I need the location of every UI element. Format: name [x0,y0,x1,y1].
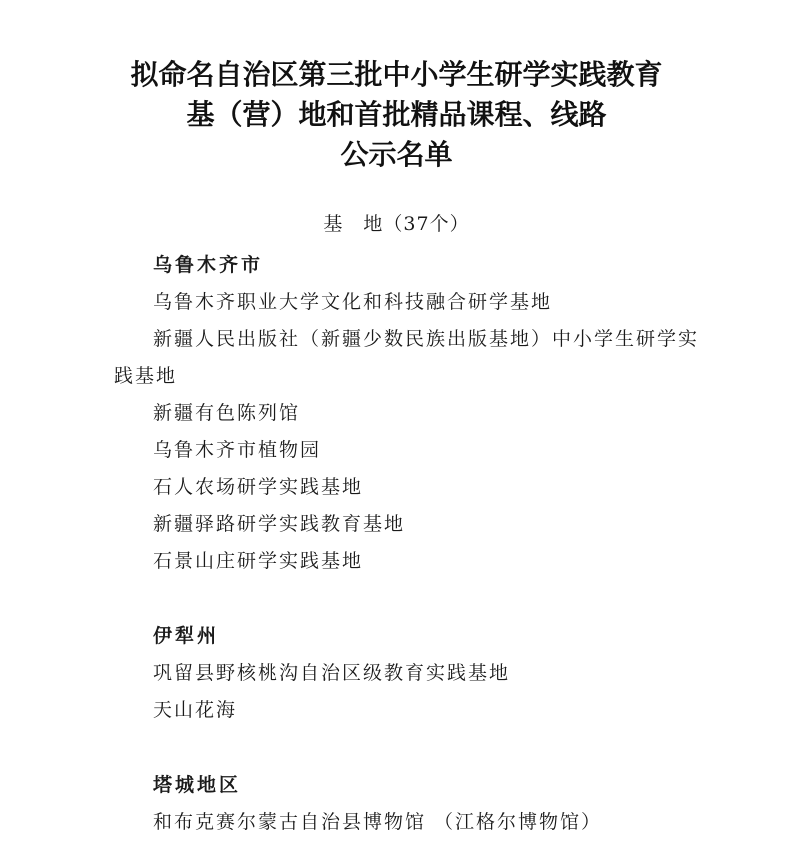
list-item: 乌鲁木齐市植物园 [153,439,322,461]
section-heading-bases [0,210,793,238]
document-title-line-3: 公示名单 [340,138,453,171]
section-heading-count: （37个） [383,213,470,235]
list-item: 石景山庄研学实践基地 [153,550,364,572]
list-item: 天山花海 [153,699,238,721]
list-item-continuation: 践基地 [114,365,178,387]
list-item: 新疆驿路研学实践教育基地 [153,513,406,535]
section-heading-label-b: 地 [363,213,384,235]
list-item: 巩留县野核桃沟自治区级教育实践基地 [153,662,511,684]
list-item: 新疆有色陈列馆 [153,402,301,424]
document-title-line-1: 拟命名自治区第三批中小学生研学实践教育 [130,58,663,91]
region-heading-yili: 伊犁州 [153,625,220,647]
list-item: 石人农场研学实践基地 [153,476,364,498]
section-heading-label-a: 基 [323,213,344,235]
document-title-line-2: 基（营）地和首批精品课程、线路 [186,98,607,131]
list-item: 新疆人民出版社（新疆少数民族出版基地）中小学生研学实 [153,328,700,350]
list-item: 乌鲁木齐职业大学文化和科技融合研学基地 [153,291,553,313]
region-heading-tacheng: 塔城地区 [153,774,242,796]
list-item: 和布克赛尔蒙古自治县博物馆 （江格尔博物馆） [153,811,603,833]
region-heading-urumqi: 乌鲁木齐市 [153,254,264,276]
